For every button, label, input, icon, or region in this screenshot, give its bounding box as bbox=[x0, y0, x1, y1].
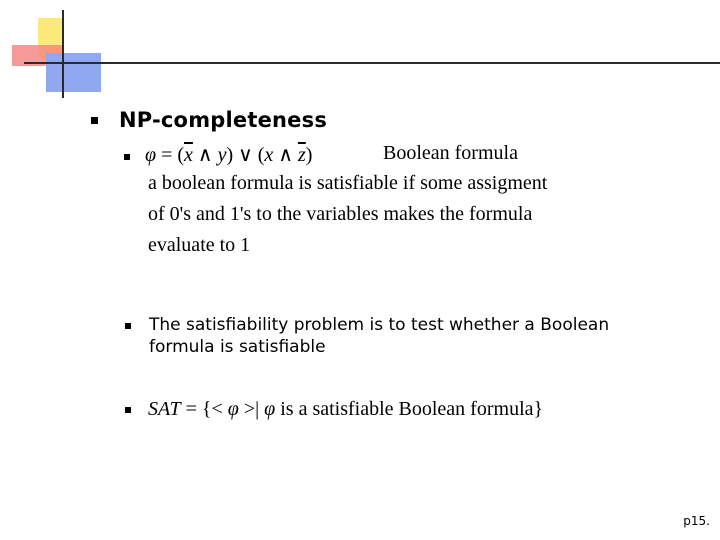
phi-symbol: φ bbox=[145, 144, 157, 166]
formula-or: ) ∨ ( bbox=[226, 144, 265, 166]
sat-problem-text: The satisfiability problem is to test whether a Boolean formula is satisfiable bbox=[149, 315, 610, 357]
formula-eq: = ( bbox=[156, 144, 185, 166]
formula-caption: Boolean formula bbox=[383, 142, 518, 164]
formula-bullet bbox=[124, 154, 130, 160]
formula-close: ) bbox=[305, 144, 313, 166]
negated-x: $\overline{x}$ bbox=[184, 144, 193, 166]
formula-and-1: ∧ bbox=[192, 144, 218, 166]
variable-x: x bbox=[264, 144, 274, 166]
formula-and-2: ∧ bbox=[273, 144, 298, 166]
sat-set-bullet bbox=[125, 407, 131, 413]
heading-bullet bbox=[91, 117, 98, 124]
title-horizontal-rule bbox=[24, 62, 720, 64]
slide-heading: NP-completeness bbox=[119, 108, 328, 132]
sat-phi-2: φ bbox=[264, 398, 276, 420]
definition-line-3: evaluate to 1 bbox=[148, 234, 251, 256]
sat-rest: is a satisfiable Boolean formula} bbox=[275, 398, 544, 420]
boolean-formula bbox=[145, 142, 312, 167]
sat-eq: = {< bbox=[180, 398, 228, 420]
variable-y: y bbox=[217, 144, 227, 166]
definition-line-1: a boolean formula is satisfiable if some assigment bbox=[148, 172, 548, 194]
page-number: p15. bbox=[683, 514, 710, 528]
negated-z: $\overline{z}$ bbox=[297, 144, 306, 166]
sat-problem-bullet bbox=[125, 323, 131, 329]
definition-line-2: of 0's and 1's to the variables makes the formula bbox=[148, 203, 533, 225]
corner-blue-square bbox=[46, 53, 101, 92]
corner-vertical-rule bbox=[62, 10, 64, 98]
sat-set-definition bbox=[148, 398, 543, 421]
sat-mid: >| bbox=[238, 398, 265, 420]
sat-label: SAT bbox=[148, 398, 181, 420]
sat-phi-1: φ bbox=[227, 398, 239, 420]
